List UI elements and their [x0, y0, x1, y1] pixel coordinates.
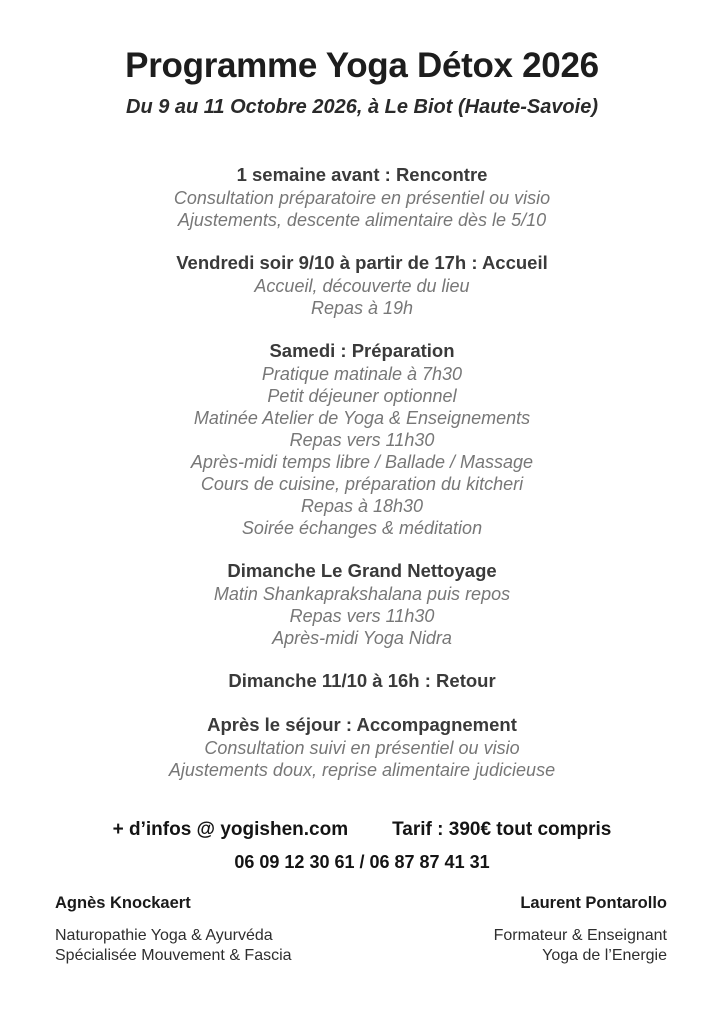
- section-line: Matin Shankaprakshalana puis repos: [213, 584, 511, 604]
- contact-row: [0, 819, 724, 841]
- section-line: Cours de cuisine, préparation du kitcheri: [200, 474, 524, 494]
- section-line: Repas vers 11h30: [289, 606, 435, 626]
- section-heading: Dimanche Le Grand Nettoyage: [227, 560, 497, 581]
- section-line: Après-midi temps libre / Ballade / Massage: [190, 452, 534, 472]
- organizer-right: [494, 893, 667, 966]
- section-line: Consultation préparatoire en présentiel ou visio: [173, 188, 551, 208]
- organizer-description-line: Yoga de l’Energie: [542, 947, 667, 964]
- organizer-description-line: Spécialisée Mouvement & Fascia: [55, 947, 292, 964]
- section-line: Pratique matinale à 7h30: [261, 364, 463, 384]
- section-apres-sejour: [0, 713, 724, 781]
- organizer-description: [494, 926, 667, 966]
- organizer-description-line: Naturopathie Yoga & Ayurvéda: [55, 927, 273, 944]
- tariff-text: Tarif : 390€ tout compris: [392, 819, 612, 840]
- section-heading: Samedi : Préparation: [269, 340, 455, 361]
- section-heading: Vendredi soir 9/10 à partir de 17h : Accueil: [176, 252, 548, 273]
- section-dimanche-retour: [0, 669, 724, 693]
- section-line: Accueil, découverte du lieu: [254, 276, 470, 296]
- infos-website-text: + d’infos @ yogishen.com: [112, 819, 349, 840]
- section-line: Ajustements, descente alimentaire dès le 5/10: [177, 210, 547, 230]
- phone-numbers: 06 09 12 30 61 / 06 87 87 41 31: [234, 852, 490, 872]
- organizer-name: Agnès Knockaert: [55, 894, 191, 912]
- section-rencontre: [0, 163, 724, 231]
- organizers-footer: [0, 893, 724, 966]
- section-line: Ajustements doux, reprise alimentaire judicieuse: [168, 760, 556, 780]
- page-title: Programme Yoga Détox 2026: [125, 46, 599, 85]
- section-line: Soirée échanges & méditation: [241, 518, 483, 538]
- section-line: Repas à 19h: [310, 298, 414, 318]
- organizer-left: [55, 893, 292, 966]
- section-samedi-preparation: [0, 339, 724, 539]
- section-line: Repas vers 11h30: [289, 430, 435, 450]
- section-vendredi-accueil: [0, 251, 724, 319]
- section-heading: Après le séjour : Accompagnement: [207, 714, 517, 735]
- section-line: Matinée Atelier de Yoga & Enseignements: [193, 408, 531, 428]
- organizer-description: [55, 926, 292, 966]
- section-heading: 1 semaine avant : Rencontre: [236, 164, 488, 185]
- organizer-name: Laurent Pontarollo: [520, 894, 667, 912]
- section-heading: Dimanche 11/10 à 16h : Retour: [228, 670, 496, 691]
- section-line: Après-midi Yoga Nidra: [272, 628, 452, 648]
- section-line: Consultation suivi en présentiel ou visio: [204, 738, 520, 758]
- section-line: Petit déjeuner optionnel: [267, 386, 457, 406]
- section-line: Repas à 18h30: [300, 496, 424, 516]
- page-subtitle: Du 9 au 11 Octobre 2026, à Le Biot (Haute-Savoie): [126, 96, 598, 118]
- section-dimanche-nettoyage: [0, 559, 724, 649]
- organizer-description-line: Formateur & Enseignant: [493, 927, 667, 944]
- schedule: [0, 163, 724, 781]
